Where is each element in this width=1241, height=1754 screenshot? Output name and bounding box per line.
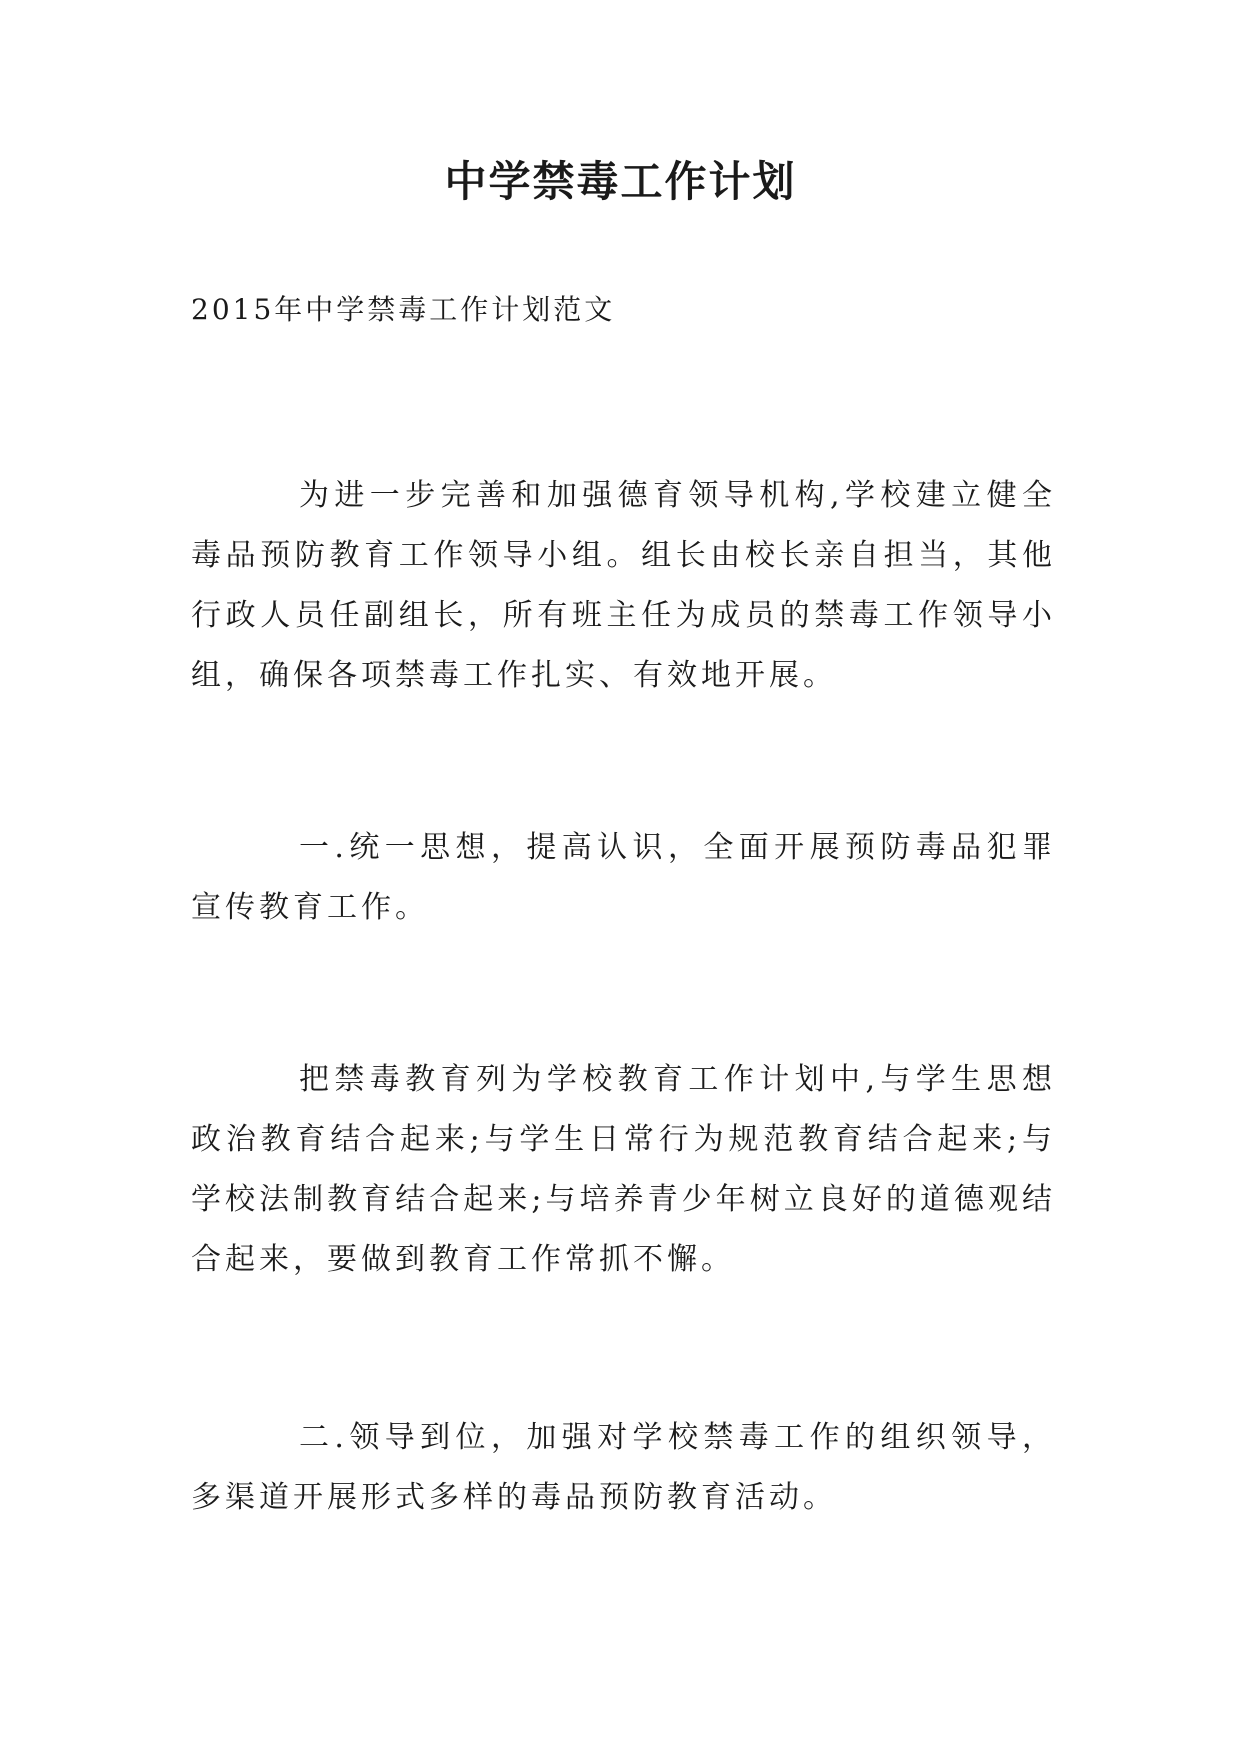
document-title: 中学禁毒工作计划: [444, 157, 797, 206]
document-subtitle: 2015年中学禁毒工作计划范文: [191, 293, 616, 326]
paragraph-intro: 为进一步完善和加强德育领导机构,学校建立健全毒品预防教育工作领导小组。组长由校长亲自担当，其他行政人员任副组长，所有班主任为成员的禁毒工作领导小组，确保各项禁毒工作扎实、有效地开展。: [191, 478, 1056, 693]
paragraph-section-one-heading: 一.统一思想，提高认识，全面开展预防毒品犯罪宣传教育工作。: [191, 830, 1056, 925]
paragraph-section-two-heading: 二.领导到位，加强对学校禁毒工作的组织领导，多渠道开展形式多样的毒品预防教育活动。: [191, 1420, 1056, 1515]
paragraph-section-one-body: 把禁毒教育列为学校教育工作计划中,与学生思想政治教育结合起来;与学生日常行为规范教育结合起来;与学校法制教育结合起来;与培养青少年树立良好的道德观结合起来，要做到教育工作常抓不懈。: [191, 1062, 1056, 1277]
